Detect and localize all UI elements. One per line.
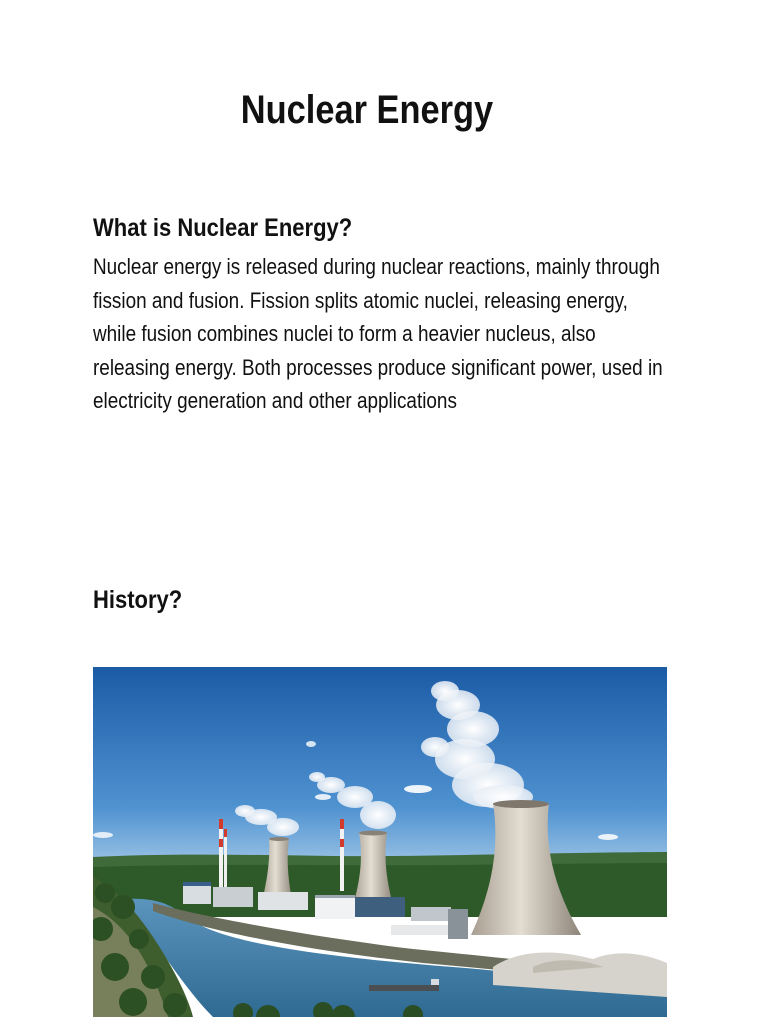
- section-heading-what: [93, 214, 678, 243]
- section-body-what: Nuclear energy is released during nuclear reactions, mainly through fission and fusion. Fission splits atomic nuclei, releasing energy, while fusion combines nuclei to form a heavier nucleus, also releasing energy. Both processes produce significant power, used in electricity generation and other applications: [93, 254, 663, 413]
- nuclear-plant-photo: [93, 667, 667, 1017]
- section-heading-history-text: History?: [93, 586, 183, 614]
- page-title: Nuclear Energy: [240, 88, 494, 132]
- section-heading-history: [93, 586, 678, 615]
- section-heading-what-text: What is Nuclear Energy?: [93, 214, 353, 242]
